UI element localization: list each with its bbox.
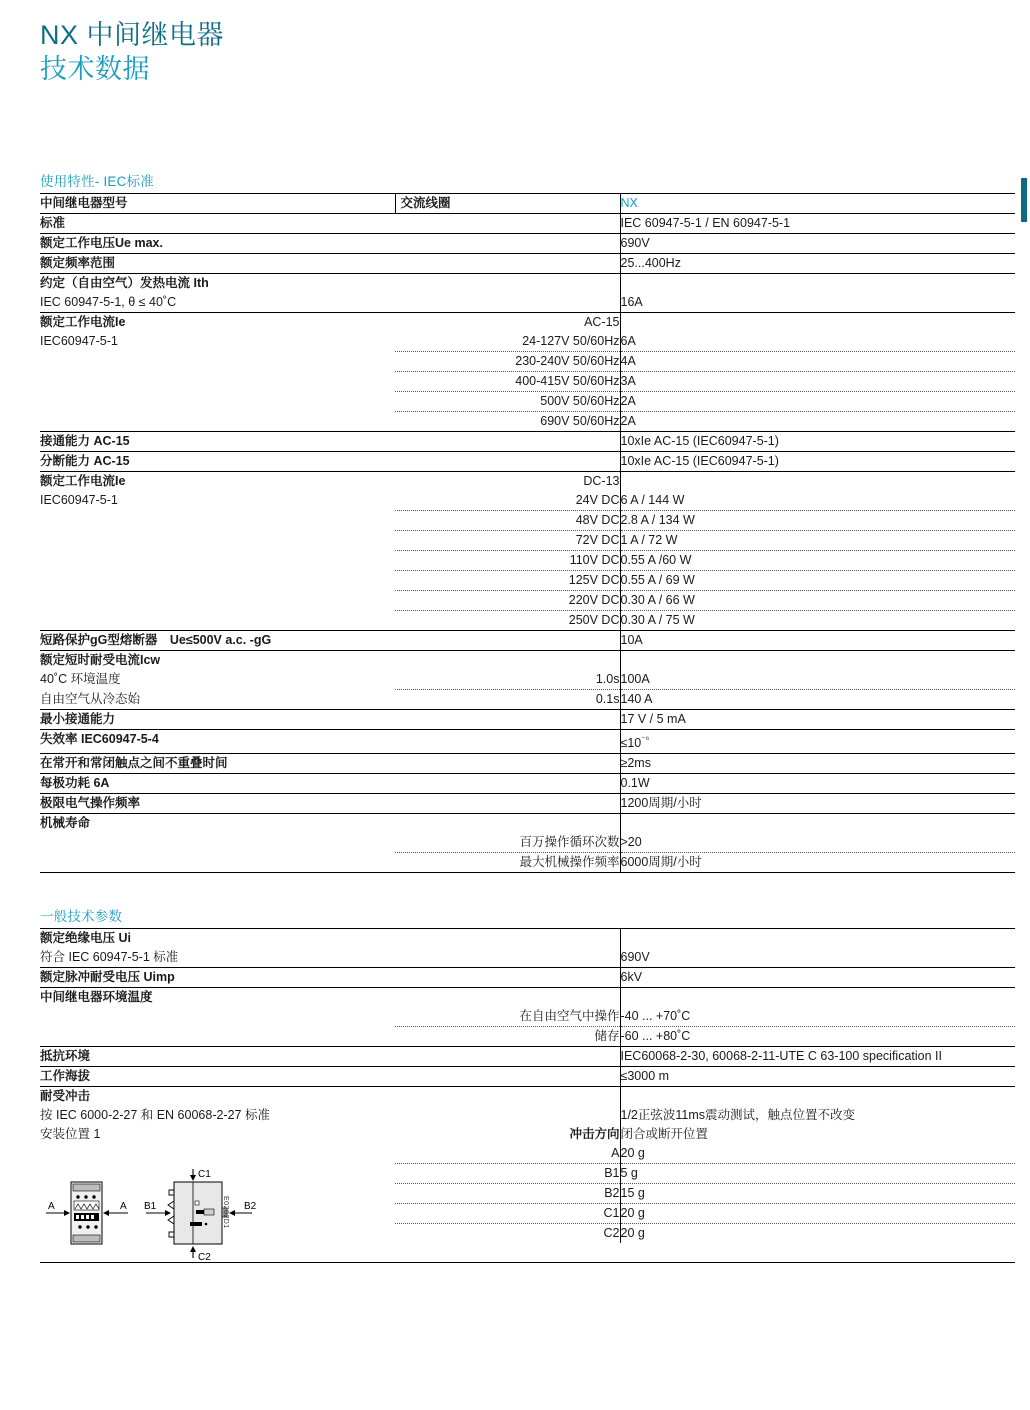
row-value: 6kV bbox=[620, 968, 1015, 988]
row-qualifier bbox=[395, 710, 620, 730]
row-qualifier: 110V DC bbox=[395, 551, 620, 571]
row-qualifier: 125V DC bbox=[395, 571, 620, 591]
shock-direction-diagram bbox=[38, 1168, 268, 1260]
iec-spec-table bbox=[40, 193, 1015, 873]
row-qualifier bbox=[395, 432, 620, 452]
row-label bbox=[40, 571, 395, 591]
table-row bbox=[40, 710, 1015, 730]
row-label: 符合 IEC 60947-5-1 标准 bbox=[40, 950, 179, 964]
row-qualifier bbox=[395, 1067, 620, 1087]
row-value: 6A bbox=[620, 332, 1015, 352]
row-label bbox=[40, 591, 395, 611]
diagram-label-a-left: A bbox=[48, 1201, 55, 1212]
row-label: 中间继电器环境温度 bbox=[40, 988, 395, 1008]
row-value: 15 g bbox=[620, 1184, 1015, 1204]
row-label bbox=[40, 551, 395, 571]
table-row bbox=[40, 833, 1015, 853]
row-value bbox=[620, 929, 1015, 949]
row-value: 0.30 A / 66 W bbox=[620, 591, 1015, 611]
relay-side-view bbox=[168, 1182, 227, 1244]
row-value bbox=[620, 873, 1015, 874]
row-label: 在常开和常闭触点之间不重叠时间 bbox=[40, 754, 395, 774]
row-label: 自由空气从冷态始 bbox=[40, 691, 141, 706]
row-label: 额定绝缘电压 Ui bbox=[40, 929, 395, 949]
row-qualifier: 48V DC bbox=[395, 511, 620, 531]
row-label bbox=[40, 511, 395, 531]
row-label: 每极功耗 6A bbox=[40, 774, 395, 794]
row-label: 分断能力 AC-15 bbox=[40, 452, 395, 472]
row-label: 抵抗环境 bbox=[40, 1047, 395, 1067]
row-value: 0.1W bbox=[620, 774, 1015, 794]
row-label: IEC 60947-5-1, θ ≤ 40˚C bbox=[40, 295, 177, 309]
table-row bbox=[40, 352, 1015, 372]
row-qualifier bbox=[395, 948, 620, 968]
table-row bbox=[40, 1047, 1015, 1067]
row-qualifier: 1.0s bbox=[595, 672, 620, 686]
row-value: 20 g bbox=[620, 1204, 1015, 1224]
row-label: 失效率 IEC60947-5-4 bbox=[40, 730, 395, 754]
row-qualifier: B1 bbox=[395, 1164, 620, 1184]
diagram-label-b1: B1 bbox=[144, 1201, 157, 1212]
diagram-label-b2: B2 bbox=[244, 1201, 257, 1212]
table-row bbox=[40, 690, 1015, 710]
row-label: 最小接通能力 bbox=[40, 710, 395, 730]
section-heading: 一般技术参数 bbox=[40, 909, 123, 924]
row-qualifier: 72V DC bbox=[395, 531, 620, 551]
row-qualifier: B2 bbox=[395, 1184, 620, 1204]
row-label bbox=[40, 853, 395, 873]
row-value: IEC60068-2-30, 60068-2-11-UTE C 63-100 specification II bbox=[620, 1047, 1015, 1067]
table-row bbox=[40, 491, 1015, 511]
table-row bbox=[40, 531, 1015, 551]
row-value: 16A bbox=[620, 293, 1015, 313]
table-row bbox=[40, 651, 1015, 671]
table-row bbox=[40, 730, 1015, 754]
row-label: 工作海拔 bbox=[40, 1067, 395, 1087]
row-value bbox=[620, 988, 1015, 1008]
row-qualifier: 冲击方向 bbox=[569, 1127, 620, 1141]
row-value: 0.55 A / 69 W bbox=[620, 571, 1015, 591]
row-qualifier: 400-415V 50/60Hz bbox=[395, 372, 620, 392]
row-qualifier bbox=[395, 873, 620, 874]
section-heading: 使用特性- IEC标准 bbox=[40, 174, 154, 189]
row-label: 极限电气操作频率 bbox=[40, 794, 395, 814]
row-value: 690V bbox=[620, 234, 1015, 254]
row-label: 额定工作电流Ie bbox=[40, 313, 395, 333]
table-row bbox=[40, 754, 1015, 774]
table-row bbox=[40, 551, 1015, 571]
row-label bbox=[40, 833, 395, 853]
row-value: 10xIe AC-15 (IEC60947-5-1) bbox=[620, 432, 1015, 452]
page-title bbox=[40, 18, 224, 86]
row-qualifier: AC-15 bbox=[395, 313, 620, 333]
row-label bbox=[40, 352, 395, 372]
row-label bbox=[40, 1027, 395, 1047]
table-row bbox=[40, 988, 1015, 1008]
diagram-label-c1: C1 bbox=[198, 1169, 211, 1180]
table-row bbox=[40, 1027, 1015, 1047]
table-row bbox=[40, 929, 1015, 949]
row-label: 额定脉冲耐受电压 Uimp bbox=[40, 968, 395, 988]
table-row bbox=[40, 412, 1015, 432]
row-label: 额定工作电流Ie bbox=[40, 472, 395, 492]
row-label: 额定短时耐受电流Icw bbox=[40, 651, 395, 671]
table-row bbox=[40, 511, 1015, 531]
table-row bbox=[40, 1106, 1015, 1125]
row-qualifier: 230-240V 50/60Hz bbox=[395, 352, 620, 372]
row-label: 40˚C 环境温度 bbox=[40, 672, 121, 686]
row-qualifier bbox=[395, 774, 620, 794]
row-value: 闭合或断开位置 bbox=[620, 1125, 1015, 1144]
row-value: 2A bbox=[620, 392, 1015, 412]
row-qualifier: 最大机械操作频率 bbox=[395, 853, 620, 873]
row-label bbox=[40, 1007, 395, 1027]
table-row bbox=[40, 1125, 1015, 1144]
table-row bbox=[40, 214, 1015, 234]
row-qualifier: 交流线圈 bbox=[395, 194, 620, 214]
diagram-label-c2: C2 bbox=[198, 1252, 211, 1260]
table-row bbox=[40, 631, 1015, 651]
table-row bbox=[40, 948, 1015, 968]
row-value bbox=[620, 313, 1015, 333]
table-row bbox=[40, 254, 1015, 274]
row-qualifier: 24-127V 50/60Hz bbox=[522, 334, 620, 348]
row-label: 机械寿命 bbox=[40, 814, 395, 834]
row-qualifier: 500V 50/60Hz bbox=[395, 392, 620, 412]
row-value: 10A bbox=[620, 631, 1015, 651]
row-qualifier bbox=[395, 929, 620, 949]
row-value: 5 g bbox=[620, 1164, 1015, 1184]
row-value: 1/2正弦波11ms震动测试，触点位置不改变 bbox=[620, 1106, 1015, 1125]
row-value: -40 ... +70˚C bbox=[620, 1007, 1015, 1027]
row-qualifier: 百万操作循环次数 bbox=[519, 835, 620, 850]
row-value bbox=[620, 472, 1015, 492]
row-qualifier: 在自由空气中操作 bbox=[519, 1009, 620, 1023]
row-qualifier bbox=[395, 214, 620, 234]
diagram-reference-code: E0202D1 bbox=[222, 1196, 229, 1229]
diagram-label-a-right: A bbox=[120, 1201, 127, 1212]
row-label: 额定工作电压Ue max. bbox=[40, 234, 395, 254]
row-qualifier bbox=[395, 651, 620, 671]
row-qualifier: C2 bbox=[395, 1224, 620, 1244]
row-label: IEC60947-5-1 bbox=[40, 334, 118, 348]
table-row bbox=[40, 234, 1015, 254]
table-row bbox=[40, 1144, 1015, 1164]
row-label bbox=[40, 392, 395, 412]
relay-shock-axes-svg bbox=[38, 1168, 268, 1260]
row-value bbox=[620, 814, 1015, 834]
row-qualifier bbox=[395, 794, 620, 814]
row-value: 6 A / 144 W bbox=[620, 491, 1015, 511]
table-row bbox=[40, 313, 1015, 333]
row-value: 20 g bbox=[620, 1144, 1015, 1164]
row-label: 约定（自由空气）发热电流 Ith bbox=[40, 274, 395, 294]
table-row bbox=[40, 774, 1015, 794]
table-row bbox=[40, 814, 1015, 834]
table-row bbox=[40, 472, 1015, 492]
row-label: 标准 bbox=[40, 214, 395, 234]
row-qualifier: 220V DC bbox=[395, 591, 620, 611]
table-row bbox=[40, 794, 1015, 814]
page-title-line1: NX 中间继电器 bbox=[40, 20, 225, 50]
row-qualifier bbox=[395, 274, 620, 294]
row-label bbox=[40, 1144, 395, 1164]
row-label: 中间继电器型号 bbox=[40, 194, 395, 214]
row-qualifier bbox=[395, 1087, 620, 1107]
row-qualifier bbox=[395, 234, 620, 254]
row-label: 安装位置 1 bbox=[40, 1127, 101, 1141]
table-row bbox=[40, 1087, 1015, 1107]
row-qualifier bbox=[395, 1106, 620, 1125]
row-label: 耐受冲击 bbox=[40, 1087, 395, 1107]
row-value: 0.55 A /60 W bbox=[620, 551, 1015, 571]
row-value: 1200周期/小时 bbox=[620, 794, 1015, 814]
table-row bbox=[40, 968, 1015, 988]
table-row bbox=[40, 1067, 1015, 1087]
table-row bbox=[40, 452, 1015, 472]
row-value: >20 bbox=[620, 833, 1015, 853]
row-value: 3A bbox=[620, 372, 1015, 392]
table-row bbox=[40, 392, 1015, 412]
page-title-line2: 技术数据 bbox=[40, 54, 150, 84]
row-qualifier: 690V 50/60Hz bbox=[395, 412, 620, 432]
table-row bbox=[40, 1007, 1015, 1027]
row-value: 20 g bbox=[620, 1224, 1015, 1244]
row-value: 6000周期/小时 bbox=[620, 853, 1015, 873]
row-label: 短路保护gG型熔断器 Ue≤500V a.c. -gG bbox=[40, 631, 395, 651]
table-row bbox=[40, 611, 1015, 631]
table-row bbox=[40, 432, 1015, 452]
table-row bbox=[40, 591, 1015, 611]
row-label bbox=[40, 531, 395, 551]
row-value: 100A bbox=[620, 670, 1015, 690]
row-value: 1 A / 72 W bbox=[620, 531, 1015, 551]
row-value: IEC 60947-5-1 / EN 60947-5-1 bbox=[620, 214, 1015, 234]
row-value: ≤3000 m bbox=[620, 1067, 1015, 1087]
row-label: IEC60947-5-1 bbox=[40, 493, 118, 507]
row-qualifier bbox=[395, 1047, 620, 1067]
row-label: 额定频率范围 bbox=[40, 254, 395, 274]
table-bottom-rule bbox=[40, 1262, 1015, 1263]
relay-front-view bbox=[71, 1182, 102, 1244]
row-label: 接通能力 AC-15 bbox=[40, 432, 395, 452]
table-row bbox=[40, 670, 1015, 690]
row-qualifier: C1 bbox=[395, 1204, 620, 1224]
row-qualifier bbox=[395, 754, 620, 774]
row-value: 25...400Hz bbox=[620, 254, 1015, 274]
row-qualifier: A bbox=[611, 1146, 620, 1160]
row-value: 2A bbox=[620, 412, 1015, 432]
row-qualifier bbox=[395, 631, 620, 651]
row-qualifier bbox=[395, 452, 620, 472]
row-value bbox=[620, 651, 1015, 671]
table-row bbox=[40, 853, 1015, 873]
row-value: ≥2ms bbox=[620, 754, 1015, 774]
table-row bbox=[40, 372, 1015, 392]
row-value: 690V bbox=[620, 948, 1015, 968]
table-row bbox=[40, 873, 1015, 874]
row-value: 2.8 A / 134 W bbox=[620, 511, 1015, 531]
row-value: 140 A bbox=[620, 690, 1015, 710]
table-row bbox=[40, 274, 1015, 294]
row-label bbox=[40, 372, 395, 392]
table-row bbox=[40, 571, 1015, 591]
row-qualifier: DC-13 bbox=[395, 472, 620, 492]
edge-marker-tab bbox=[1021, 178, 1027, 222]
row-qualifier bbox=[395, 730, 620, 754]
row-qualifier bbox=[395, 254, 620, 274]
row-value: NX bbox=[620, 194, 1015, 214]
row-value bbox=[620, 274, 1015, 294]
row-value bbox=[620, 1087, 1015, 1107]
row-value: 17 V / 5 mA bbox=[620, 710, 1015, 730]
row-value: $\le 10^{^{-6}}$ bbox=[620, 730, 1015, 754]
row-qualifier bbox=[395, 814, 620, 834]
table-row bbox=[40, 293, 1015, 313]
row-qualifier: 24V DC bbox=[575, 493, 620, 507]
row-value: 4A bbox=[620, 352, 1015, 372]
row-qualifier bbox=[395, 988, 620, 1008]
row-qualifier: 储存 bbox=[395, 1027, 620, 1047]
row-value: -60 ... +80˚C bbox=[620, 1027, 1015, 1047]
table-row bbox=[40, 332, 1015, 352]
row-label bbox=[40, 412, 395, 432]
row-qualifier bbox=[395, 293, 620, 313]
row-label: 按 IEC 6000-2-27 和 EN 60068-2-27 标准 bbox=[40, 1108, 270, 1122]
row-qualifier: 0.1s bbox=[395, 690, 620, 710]
row-value: 10xIe AC-15 (IEC60947-5-1) bbox=[620, 452, 1015, 472]
row-value: 0.30 A / 75 W bbox=[620, 611, 1015, 631]
table-row bbox=[40, 194, 1015, 214]
row-qualifier: 250V DC bbox=[395, 611, 620, 631]
row-label bbox=[40, 873, 395, 874]
row-qualifier bbox=[395, 968, 620, 988]
row-label bbox=[40, 611, 395, 631]
section-iec-characteristics bbox=[40, 170, 1015, 873]
